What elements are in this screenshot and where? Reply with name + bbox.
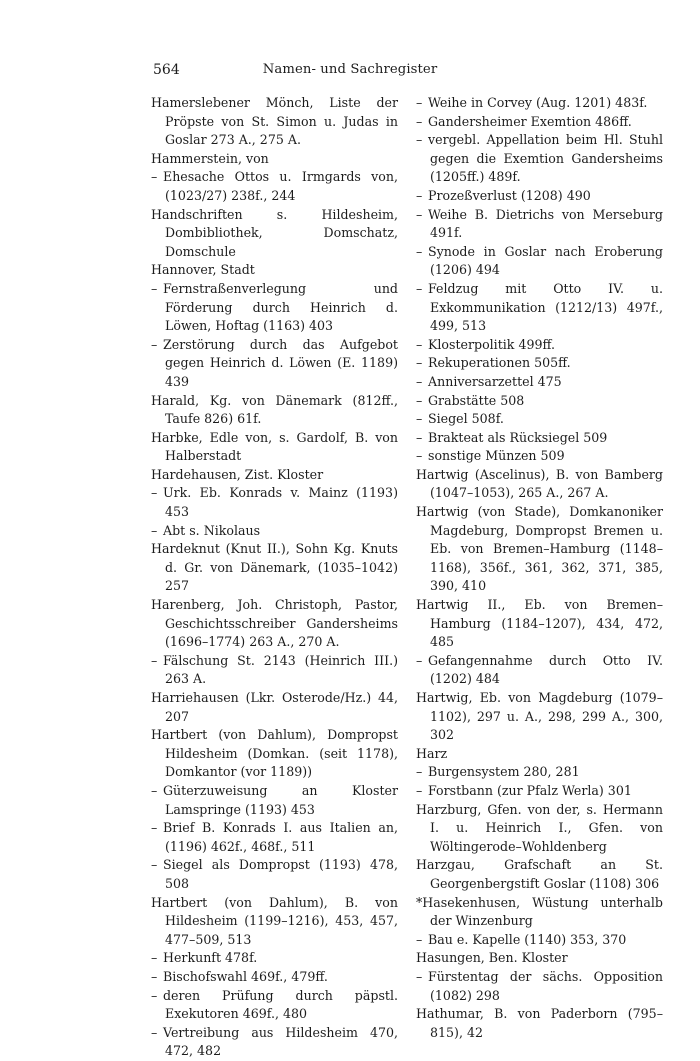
index-subentry bbox=[151, 1024, 398, 1061]
entry-text: Brief B. Konrads I. aus Italien an, (1196) 462f., 468f., 511 bbox=[163, 820, 398, 854]
index-entry bbox=[151, 94, 398, 150]
entry-text: Harbke, Edle von, s. Gardolf, B. von Halberstadt bbox=[151, 429, 398, 464]
index-subentry bbox=[416, 968, 663, 1005]
entry-text: Klosterpolitik 499ff. bbox=[428, 336, 555, 352]
index-entry bbox=[151, 429, 398, 466]
index-subentry bbox=[151, 484, 398, 521]
entry-text: Harald, Kg. von Dänemark (812ff., Taufe 826) 61f. bbox=[151, 392, 398, 427]
index-subentry bbox=[416, 410, 663, 429]
index-subentry bbox=[416, 187, 663, 206]
subentry-dash: – bbox=[416, 429, 423, 445]
subentry-dash: – bbox=[416, 336, 423, 352]
index-subentry bbox=[416, 280, 663, 336]
entry-text: Gefangennahme durch Otto IV. (1202) 484 bbox=[428, 652, 663, 687]
entry-text: Hardehausen, Zist. Kloster bbox=[151, 466, 324, 482]
entry-text: Brakteat als Rücksiegel 509 bbox=[428, 429, 608, 445]
subentry-dash: – bbox=[416, 968, 423, 984]
subentry-dash: – bbox=[151, 169, 158, 185]
index-entry bbox=[416, 894, 663, 931]
subentry-dash: – bbox=[151, 968, 158, 984]
entry-text: Harzgau, Grafschaft an St. Georgenbergstift Goslar (1108) 306 bbox=[416, 857, 663, 891]
entry-text: Handschriften s. Hildesheim, Dombibliothek, Domschatz, Domschule bbox=[151, 206, 398, 259]
index-subentry bbox=[151, 336, 398, 392]
subentry-dash: – bbox=[151, 987, 158, 1003]
subentry-dash: – bbox=[151, 1024, 158, 1040]
index-entry bbox=[151, 206, 398, 262]
entry-text: Prozeßverlust (1208) 490 bbox=[428, 187, 591, 203]
index-subentry bbox=[151, 280, 398, 336]
index-subentry bbox=[416, 113, 663, 132]
index-subentry bbox=[416, 931, 663, 950]
subentry-dash: – bbox=[416, 782, 423, 798]
entry-text: Hannover, Stadt bbox=[151, 262, 255, 278]
entry-text: Feldzug mit Otto IV. u. Exkommunikation (1212/13) 497f., 499, 513 bbox=[428, 280, 663, 334]
entry-text: Fälschung St. 2143 (Heinrich III.) 263 A. bbox=[163, 652, 398, 687]
entry-text: Rekuperationen 505ff. bbox=[428, 355, 571, 371]
entry-text: Fürstentag der sächs. Opposition (1082) 298 bbox=[428, 968, 663, 1003]
entry-text: Harz bbox=[416, 745, 448, 761]
entry-text: Urk. Eb. Konrads v. Mainz (1193) 453 bbox=[163, 485, 398, 520]
subentry-dash: – bbox=[151, 820, 158, 836]
index-entry bbox=[151, 392, 398, 429]
subentry-dash: – bbox=[416, 373, 423, 389]
subentry-dash: – bbox=[416, 392, 423, 408]
index-subentry bbox=[151, 987, 398, 1024]
index-entry bbox=[416, 466, 663, 503]
index-subentry bbox=[416, 782, 663, 801]
index-subentry bbox=[416, 763, 663, 782]
subentry-dash: – bbox=[151, 280, 158, 296]
index-entry bbox=[416, 949, 663, 968]
index-entry bbox=[416, 503, 663, 596]
index-subentry bbox=[416, 652, 663, 689]
entry-text: Siegel als Dompropst (1193) 478, 508 bbox=[163, 857, 398, 891]
entry-text: Hartwig (Ascelinus), B. von Bamberg (1047–1053), 265 A., 267 A. bbox=[416, 466, 663, 501]
entry-text: *Hasekenhusen, Wüstung unterhalb der Winzenburg bbox=[416, 894, 663, 929]
index-subentry bbox=[151, 968, 398, 987]
index-column-left bbox=[151, 94, 398, 1061]
subentry-dash: – bbox=[416, 411, 423, 427]
index-entry bbox=[151, 150, 398, 169]
entry-text: Güterzuweisung an Kloster Lamspringe (1193) 453 bbox=[163, 782, 398, 817]
subentry-dash: – bbox=[151, 652, 158, 668]
entry-text: Harzburg, Gfen. von der, s. Hermann I. u. Heinrich I., Gfen. von Wöltingerode–Wohldenberg bbox=[416, 801, 663, 854]
subentry-dash: – bbox=[151, 950, 158, 966]
entry-text: Harenberg, Joh. Christoph, Pastor, Geschichtsschreiber Gandersheims (1696–1774) 263 A., 270 A. bbox=[151, 597, 398, 650]
index-entry bbox=[151, 894, 398, 950]
page-header bbox=[0, 62, 700, 84]
index-entry bbox=[416, 856, 663, 893]
page-number: 564 bbox=[153, 62, 180, 78]
entry-text: Fernstraßenverlegung und Förderung durch Heinrich d. Löwen, Hoftag (1163) 403 bbox=[163, 280, 398, 334]
index-subentry bbox=[151, 819, 398, 856]
subentry-dash: – bbox=[151, 782, 158, 798]
running-head: Namen- und Sachregister bbox=[262, 62, 438, 77]
entry-text: Hartbert (von Dahlum), Dompropst Hildesheim (Domkan. (seit 1178), Domkantor (vor 1189)) bbox=[151, 727, 398, 780]
entry-text: Ehesache Ottos u. Irmgards von, (1023/27) 238f., 244 bbox=[163, 169, 398, 203]
index-subentry bbox=[416, 354, 663, 373]
index-entry bbox=[416, 689, 663, 745]
entry-text: Hardeknut (Knut II.), Sohn Kg. Knuts d. Gr. von Dänemark, (1035–1042) 257 bbox=[151, 541, 398, 594]
entry-text: Weihe in Corvey (Aug. 1201) 483f. bbox=[428, 95, 648, 110]
entry-text: Grabstätte 508 bbox=[428, 392, 525, 408]
index-entry bbox=[416, 596, 663, 652]
subentry-dash: – bbox=[416, 187, 423, 203]
subentry-dash: – bbox=[416, 280, 423, 296]
index-subentry bbox=[151, 949, 398, 968]
subentry-dash: – bbox=[416, 448, 423, 464]
index-column-right bbox=[416, 94, 663, 1042]
entry-text: deren Prüfung durch päpstl. Exekutoren 469f., 480 bbox=[163, 987, 398, 1022]
entry-text: Hasungen, Ben. Kloster bbox=[416, 950, 568, 966]
entry-text: Vertreibung aus Hildesheim 470, 472, 482 bbox=[163, 1024, 398, 1059]
index-subentry bbox=[416, 94, 663, 113]
entry-text: Weihe B. Dietrichs von Merseburg 491f. bbox=[428, 206, 663, 241]
index-subentry bbox=[416, 392, 663, 411]
subentry-dash: – bbox=[416, 931, 423, 947]
index-subentry bbox=[151, 522, 398, 541]
subentry-dash: – bbox=[416, 652, 423, 668]
index-entry bbox=[416, 801, 663, 857]
index-subentry bbox=[416, 373, 663, 392]
index-subentry bbox=[416, 206, 663, 243]
entry-text: Hammerstein, von bbox=[151, 150, 269, 166]
entry-text: Synode in Goslar nach Eroberung (1206) 494 bbox=[428, 243, 663, 278]
index-subentry bbox=[416, 243, 663, 280]
index-entry bbox=[151, 466, 398, 485]
index-subentry bbox=[151, 856, 398, 893]
entry-text: Anniversarzettel 475 bbox=[428, 373, 562, 389]
subentry-dash: – bbox=[416, 95, 423, 110]
entry-text: Hamerslebener Mönch, Liste der Pröpste von St. Simon u. Judas in Goslar 273 A., 275 A. bbox=[151, 95, 398, 148]
index-entry bbox=[151, 596, 398, 652]
subentry-dash: – bbox=[416, 132, 423, 148]
entry-text: Gandersheimer Exemtion 486ff. bbox=[428, 113, 632, 129]
subentry-dash: – bbox=[151, 857, 158, 873]
entry-text: Hartwig, Eb. von Magdeburg (1079–1102), 297 u. A., 298, 299 A., 300, 302 bbox=[416, 690, 663, 743]
index-entry bbox=[151, 540, 398, 596]
index-entry bbox=[151, 261, 398, 280]
index-entry bbox=[416, 1005, 663, 1042]
index-subentry bbox=[416, 131, 663, 187]
subentry-dash: – bbox=[416, 206, 423, 222]
subentry-dash: – bbox=[151, 522, 158, 538]
entry-text: Hartwig (von Stade), Domkanoniker Magdeburg, Dompropst Bremen u. Eb. von Bremen–Hamburg (1148–1168), 356f., 361, 362, 371, 385, 390, 410 bbox=[416, 504, 663, 594]
subentry-dash: – bbox=[416, 355, 423, 371]
index-subentry bbox=[151, 782, 398, 819]
subentry-dash: – bbox=[416, 764, 423, 780]
entry-text: Hathumar, B. von Paderborn (795–815), 42 bbox=[416, 1006, 663, 1040]
entry-text: Hartwig II., Eb. von Bremen–Hamburg (1184–1207), 434, 472, 485 bbox=[416, 597, 663, 650]
subentry-dash: – bbox=[151, 336, 158, 352]
entry-text: vergebl. Appellation beim Hl. Stuhl gegen die Exemtion Gandersheims (1205ff.) 489f. bbox=[428, 132, 663, 185]
subentry-dash: – bbox=[416, 113, 423, 129]
entry-text: Bischofswahl 469f., 479ff. bbox=[163, 968, 328, 984]
index-subentry bbox=[416, 336, 663, 355]
entry-text: Forstbann (zur Pfalz Werla) 301 bbox=[428, 782, 632, 798]
index-entry bbox=[151, 689, 398, 726]
subentry-dash: – bbox=[416, 243, 423, 259]
subentry-dash: – bbox=[151, 485, 158, 501]
entry-text: sonstige Münzen 509 bbox=[428, 448, 565, 464]
entry-text: Zerstörung durch das Aufgebot gegen Heinrich d. Löwen (E. 1189) 439 bbox=[163, 336, 398, 389]
index-entry bbox=[416, 745, 663, 764]
entry-text: Abt s. Nikolaus bbox=[163, 522, 261, 538]
index-entry bbox=[151, 726, 398, 782]
entry-text: Burgensystem 280, 281 bbox=[428, 764, 580, 780]
index-subentry bbox=[416, 447, 663, 466]
entry-text: Harriehausen (Lkr. Osterode/Hz.) 44, 207 bbox=[151, 690, 398, 724]
index-subentry bbox=[151, 652, 398, 689]
entry-text: Siegel 508f. bbox=[428, 411, 504, 427]
entry-text: Herkunft 478f. bbox=[163, 950, 258, 966]
index-subentry bbox=[151, 168, 398, 205]
index-subentry bbox=[416, 429, 663, 448]
entry-text: Bau e. Kapelle (1140) 353, 370 bbox=[428, 931, 627, 947]
entry-text: Hartbert (von Dahlum), B. von Hildesheim (1199–1216), 453, 457, 477–509, 513 bbox=[151, 894, 398, 947]
